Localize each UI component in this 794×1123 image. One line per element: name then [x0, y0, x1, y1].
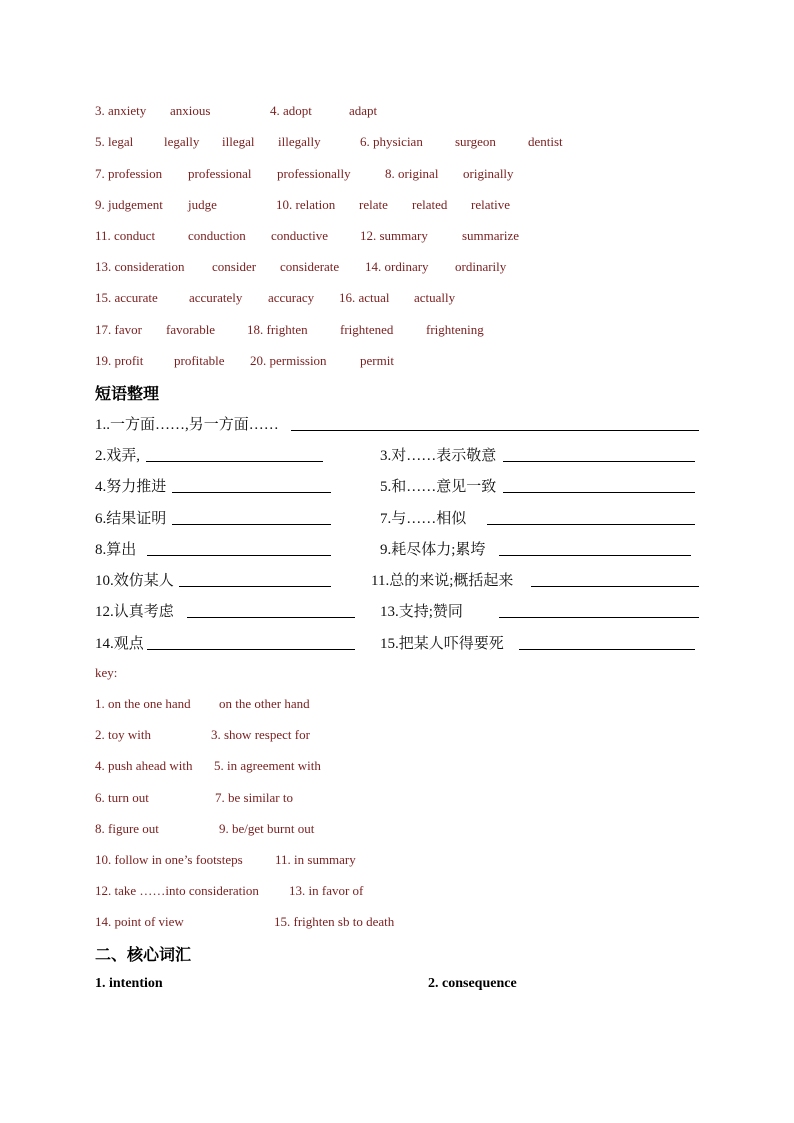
- vocab-word: 7. profession: [95, 166, 163, 181]
- vocab-word: 14. ordinary: [365, 259, 429, 274]
- vocab-word: 18. frighten: [247, 322, 308, 337]
- answer-blank[interactable]: [291, 430, 699, 431]
- vocab-word: 15. accurate: [95, 290, 158, 305]
- answer-blank[interactable]: [503, 492, 695, 493]
- section-heading: 二、核心词汇: [95, 945, 192, 964]
- key-answer: 13. in favor of: [289, 883, 364, 898]
- vocab-word: favorable: [166, 322, 216, 337]
- phrase-item: 1..一方面……,另一方面……: [95, 417, 279, 433]
- vocab-word: actually: [414, 290, 456, 305]
- phrase-item: 4.努力推进: [95, 479, 167, 495]
- vocab-word: summarize: [462, 228, 520, 243]
- vocab-word: professional: [188, 166, 252, 181]
- key-answer: 2. toy with: [95, 727, 151, 742]
- answer-blank[interactable]: [147, 649, 355, 650]
- vocab-word: dentist: [528, 134, 563, 149]
- vocab-word: profitable: [174, 353, 225, 368]
- vocab-word: conductive: [271, 228, 329, 243]
- vocab-word: 6. physician: [360, 134, 423, 149]
- vocab-word: related: [412, 197, 448, 212]
- phrase-item: 12.认真考虑: [95, 604, 174, 620]
- phrases-heading: 短语整理: [95, 384, 160, 403]
- vocab-word: conduction: [188, 228, 246, 243]
- answer-blank[interactable]: [187, 617, 355, 618]
- vocab-word: 19. profit: [95, 353, 144, 368]
- core-word: 1. intention: [95, 976, 163, 991]
- vocab-word: 20. permission: [250, 353, 327, 368]
- vocab-word: accuracy: [268, 290, 315, 305]
- vocab-word: 13. consideration: [95, 259, 185, 274]
- phrase-item: 10.效仿某人: [95, 573, 174, 589]
- answer-blank[interactable]: [499, 555, 691, 556]
- vocab-word: surgeon: [455, 134, 496, 149]
- answer-blank[interactable]: [531, 586, 699, 587]
- phrase-item: 5.和……意见一致: [380, 479, 497, 495]
- answer-blank[interactable]: [146, 461, 323, 462]
- core-word: 2. consequence: [428, 976, 517, 991]
- vocab-word: 16. actual: [339, 290, 390, 305]
- key-answer: 9. be/get burnt out: [219, 821, 315, 836]
- key-label: key:: [95, 665, 118, 680]
- phrase-item: 15.把某人吓得要死: [380, 636, 504, 652]
- key-answer: 3. show respect for: [211, 727, 310, 742]
- vocab-word: relative: [471, 197, 510, 212]
- answer-blank[interactable]: [172, 524, 331, 525]
- key-answer: 14. point of view: [95, 914, 184, 929]
- vocab-word: 3. anxiety: [95, 103, 147, 118]
- vocab-word: accurately: [189, 290, 243, 305]
- vocab-word: legally: [164, 134, 200, 149]
- vocab-word: consider: [212, 259, 257, 274]
- vocab-word: ordinarily: [455, 259, 507, 274]
- answer-blank[interactable]: [503, 461, 695, 462]
- key-answer: on the other hand: [219, 696, 310, 711]
- answer-blank[interactable]: [519, 649, 695, 650]
- key-answer: 7. be similar to: [215, 790, 293, 805]
- phrase-item: 3.对……表示敬意: [380, 448, 497, 464]
- vocab-word: illegal: [222, 134, 255, 149]
- phrase-item: 11.总的来说;概括起来: [371, 573, 514, 589]
- phrase-item: 6.结果证明: [95, 511, 167, 527]
- key-answer: 5. in agreement with: [214, 758, 321, 773]
- vocab-word: 5. legal: [95, 134, 134, 149]
- vocab-word: illegally: [278, 134, 321, 149]
- answer-blank[interactable]: [179, 586, 331, 587]
- vocab-word: judge: [188, 197, 217, 212]
- key-answer: 15. frighten sb to death: [274, 914, 395, 929]
- vocab-word: 9. judgement: [95, 197, 163, 212]
- vocab-word: 10. relation: [276, 197, 336, 212]
- phrase-item: 13.支持;赞同: [380, 604, 463, 620]
- vocab-word: professionally: [277, 166, 351, 181]
- vocab-word: frightening: [426, 322, 484, 337]
- key-answer: 4. push ahead with: [95, 758, 193, 773]
- vocab-word: anxious: [170, 103, 211, 118]
- key-answer: 10. follow in one’s footsteps: [95, 852, 243, 867]
- vocab-word: considerate: [280, 259, 340, 274]
- answer-blank[interactable]: [147, 555, 331, 556]
- phrase-item: 8.算出: [95, 542, 137, 558]
- phrase-item: 2.戏弄,: [95, 448, 141, 464]
- vocab-word: adapt: [349, 103, 378, 118]
- key-answer: 11. in summary: [275, 852, 356, 867]
- vocab-word: 17. favor: [95, 322, 142, 337]
- phrase-item: 7.与……相似: [380, 511, 467, 527]
- vocab-word: permit: [360, 353, 394, 368]
- key-answer: 8. figure out: [95, 821, 159, 836]
- key-answer: 12. take ……into consideration: [95, 883, 259, 898]
- vocab-word: 4. adopt: [270, 103, 312, 118]
- answer-blank[interactable]: [487, 524, 695, 525]
- vocab-word: frightened: [340, 322, 394, 337]
- answer-blank[interactable]: [172, 492, 331, 493]
- phrase-item: 9.耗尽体力;累垮: [380, 542, 486, 558]
- key-answer: 1. on the one hand: [95, 696, 191, 711]
- phrase-item: 14.观点: [95, 636, 144, 652]
- vocab-word: 12. summary: [360, 228, 428, 243]
- answer-blank[interactable]: [499, 617, 699, 618]
- vocab-word: relate: [359, 197, 388, 212]
- key-answer: 6. turn out: [95, 790, 149, 805]
- vocab-word: 11. conduct: [95, 228, 156, 243]
- vocab-word: 8. original: [385, 166, 439, 181]
- vocab-word: originally: [463, 166, 514, 181]
